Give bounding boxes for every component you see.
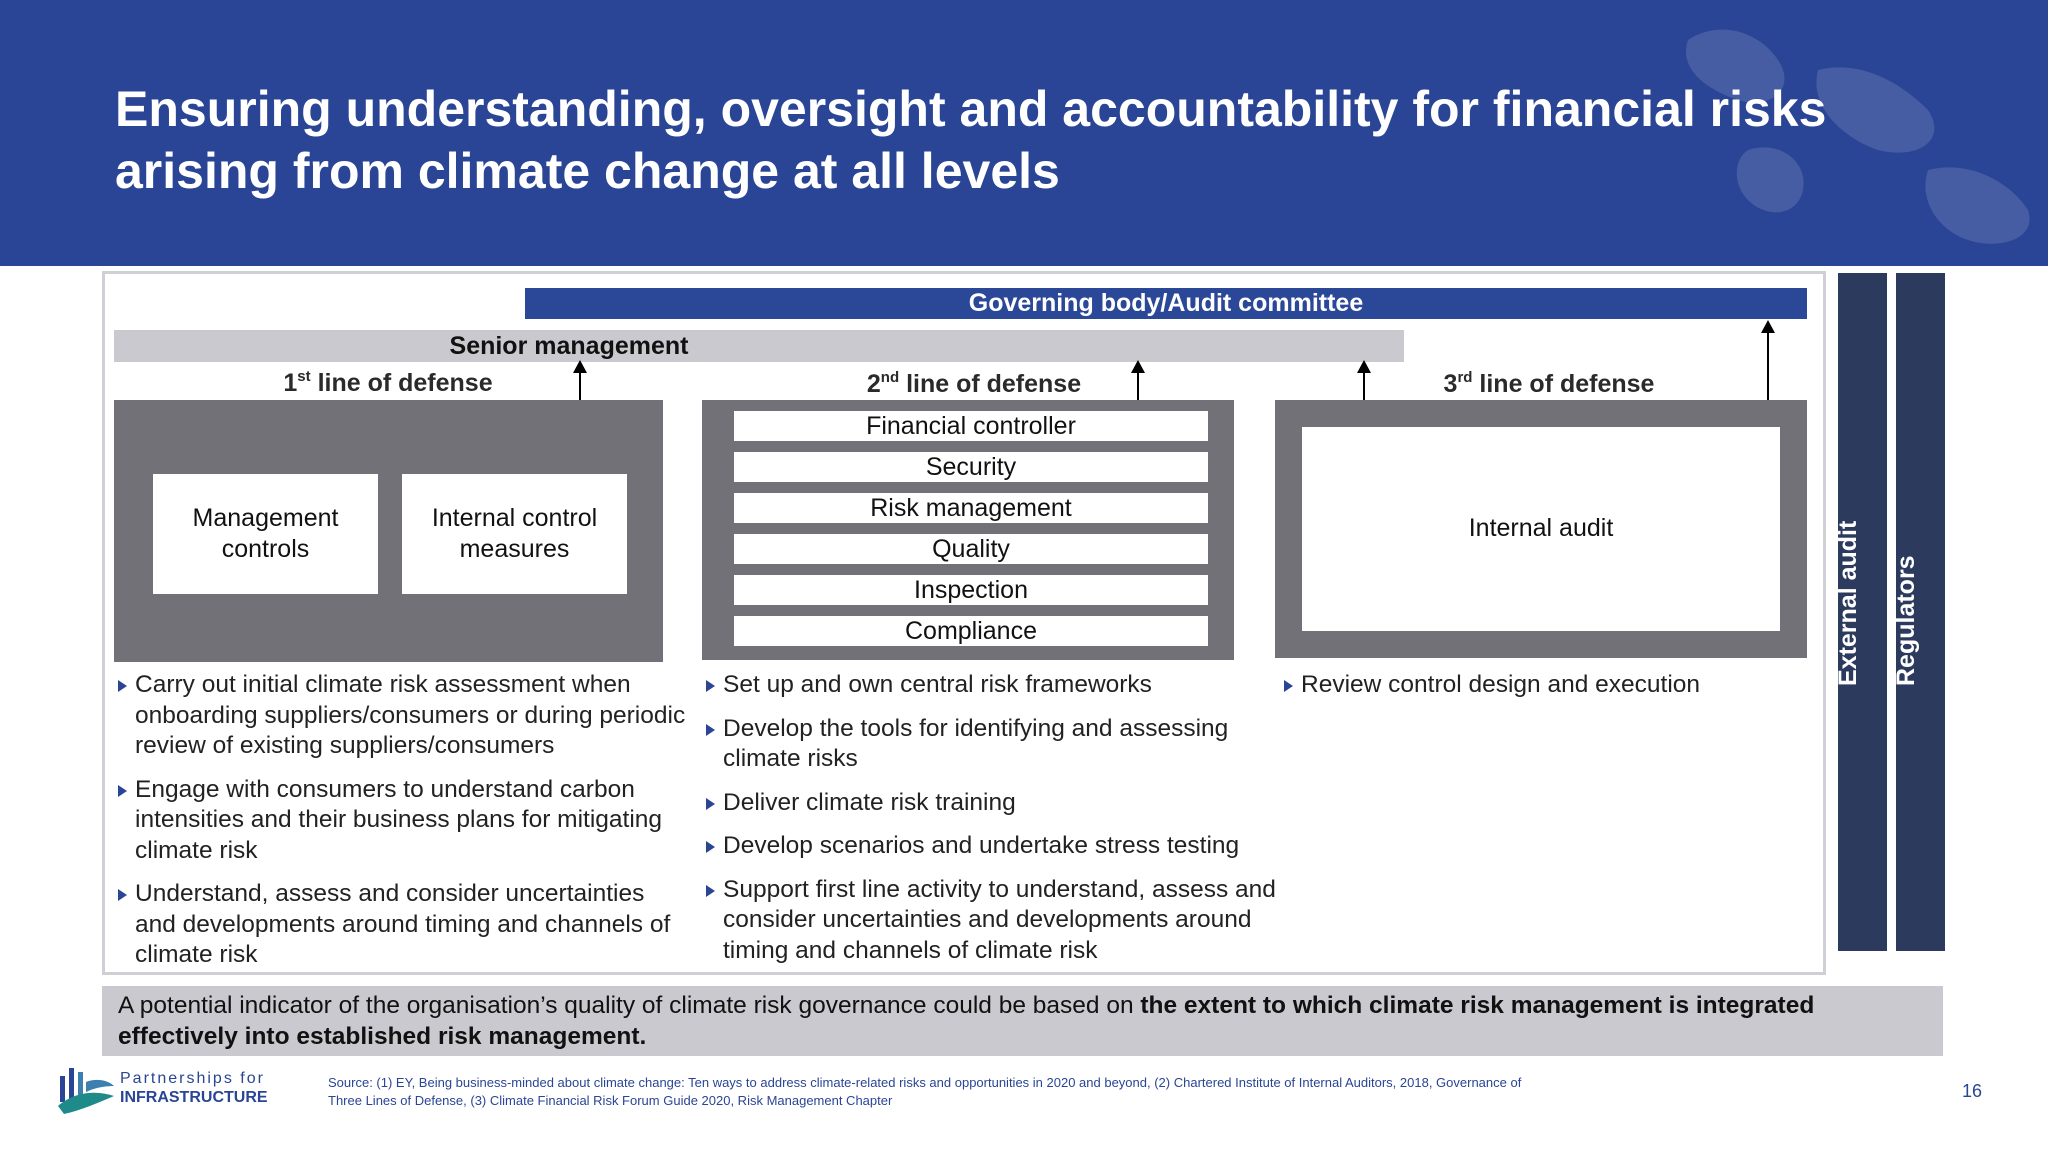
regulators-label: Regulators bbox=[1891, 555, 1920, 686]
note-prefix: A potential indicator of the organisation’s quality of climate risk governance could be based on bbox=[118, 992, 1141, 1019]
arrow-up-icon bbox=[1363, 362, 1365, 400]
senior-management-bar: Senior management bbox=[114, 330, 1404, 362]
first-line-bullets bbox=[116, 670, 691, 984]
logo-mark-icon bbox=[56, 1062, 116, 1118]
external-audit-bar bbox=[1833, 273, 1887, 951]
list-item: Carry out initial climate risk assessment when onboarding suppliers/consumers or during periodic review of existing suppliers/consumers bbox=[116, 670, 691, 762]
stack-item-inspection: Inspection bbox=[734, 575, 1208, 605]
list-item: Develop scenarios and undertake stress testing bbox=[704, 831, 1279, 862]
second-line-bullets bbox=[704, 670, 1279, 979]
regulators-bar bbox=[1891, 273, 1945, 951]
stack-item-security: Security bbox=[734, 452, 1208, 482]
list-item: Develop the tools for identifying and assessing climate risks bbox=[704, 714, 1279, 775]
logo-line2: INFRASTRUCTURE bbox=[120, 1089, 268, 1106]
list-item: Set up and own central risk frameworks bbox=[704, 670, 1279, 701]
stack-item-compliance: Compliance bbox=[734, 616, 1208, 646]
internal-audit-box: Internal audit bbox=[1302, 427, 1780, 631]
arrow-up-icon bbox=[579, 362, 581, 400]
external-audit-label: External audit bbox=[1833, 520, 1862, 686]
third-line-label: 3rd line of defense bbox=[1443, 369, 1655, 398]
header-banner bbox=[0, 0, 2048, 266]
list-item: Review control design and execution bbox=[1282, 670, 1802, 701]
stack-item-quality: Quality bbox=[734, 534, 1208, 564]
second-line-label: 2nd line of defense bbox=[866, 369, 1082, 398]
internal-control-measures-box: Internal control measures bbox=[402, 474, 627, 594]
source-citation: Source: (1) EY, Being business-minded about climate change: Ten ways to address climate-related risks and opportunities in 2020 and beyond, (2) Chartered Institute of Internal Auditors, 2018, Governance of Three Lines of Defense, (3) Climate Financial Risk Forum Guide 2020, Risk Management Chapter bbox=[328, 1075, 1522, 1108]
arrow-up-icon bbox=[1137, 362, 1139, 400]
partnerships-logo bbox=[56, 1062, 276, 1118]
page-title: Ensuring understanding, oversight and accountability for financial risks arising from climate change at all levels bbox=[115, 81, 1827, 199]
governing-body-bar: Governing body/Audit committee bbox=[525, 288, 1807, 319]
page-number: 16 bbox=[1962, 1081, 1983, 1101]
list-item: Support first line activity to understand, assess and consider uncertainties and developments around timing and channels of climate risk bbox=[704, 875, 1279, 967]
governance-indicator-note bbox=[102, 986, 1943, 1056]
list-item: Deliver climate risk training bbox=[704, 788, 1279, 819]
stack-item-risk-management: Risk management bbox=[734, 493, 1208, 523]
stack-item-financial-controller: Financial controller bbox=[734, 411, 1208, 441]
logo-line1: Partnerships for bbox=[120, 1070, 265, 1087]
note-emphasis: the extent to which climate risk management is integrated effectively into established risk management. bbox=[118, 992, 1815, 1050]
list-item: Understand, assess and consider uncertainties and developments around timing and channels of climate risk bbox=[116, 879, 691, 971]
third-line-bullets bbox=[1282, 670, 1802, 714]
management-controls-box: Management controls bbox=[153, 474, 378, 594]
arrow-up-icon bbox=[1767, 322, 1769, 402]
first-line-label: 1st line of defense bbox=[283, 368, 493, 397]
list-item: Engage with consumers to understand carbon intensities and their business plans for mitigating climate risk bbox=[116, 775, 691, 867]
